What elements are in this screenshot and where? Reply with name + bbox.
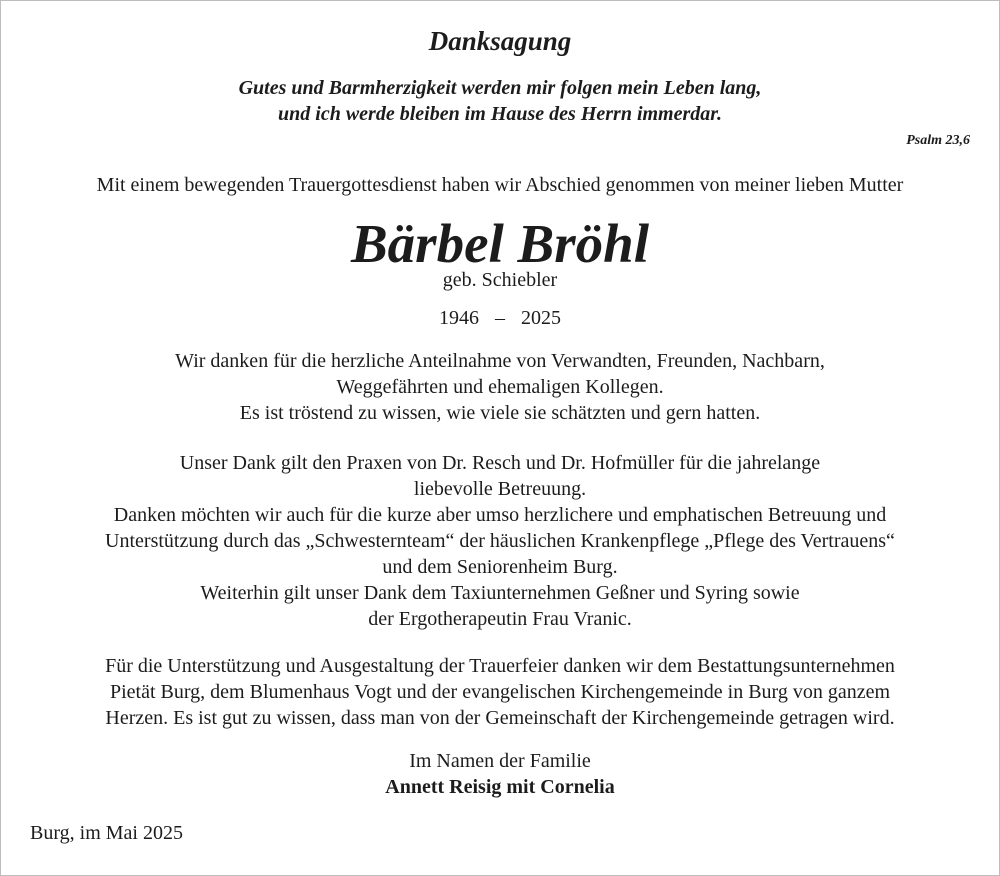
paragraph-line: Es ist tröstend zu wissen, wie viele sie schätzten und gern hatten. [239, 402, 761, 424]
paragraph-line: Weggefährten und ehemaligen Kollegen. [336, 376, 664, 398]
bible-verse [0, 75, 1000, 127]
paragraph-line: der Ergotherapeutin Frau Vranic. [368, 608, 632, 630]
paragraph-line: Weiterhin gilt unser Dank dem Taxiunternehmen Geßner und Syring sowie [200, 582, 800, 604]
place-and-date: Burg, im Mai 2025 [30, 822, 183, 844]
paragraph-line: Herzen. Es ist gut zu wissen, dass man von der Gemeinschaft der Kirchengemeinde getragen wird. [105, 707, 895, 729]
paragraph-line: Für die Unterstützung und Ausgestaltung der Trauerfeier danken wir dem Bestattungsunternehmen [105, 655, 895, 677]
paragraph-line: Unterstützung durch das „Schwesternteam“ der häuslichen Krankenpflege „Pflege des Vertrauens“ [105, 530, 895, 552]
verse-line: Gutes und Barmherzigkeit werden mir folgen mein Leben lang, [238, 77, 762, 99]
paragraph-line: liebevolle Betreuung. [413, 478, 587, 500]
life-dates [0, 306, 1000, 330]
thanks-paragraph-2 [0, 450, 1000, 632]
paragraph-line: Wir danken für die herzliche Anteilnahme von Verwandten, Freunden, Nachbarn, [175, 350, 825, 372]
paragraph-line: Unser Dank gilt den Praxen von Dr. Resch und Dr. Hofmüller für die jahrelange [179, 452, 821, 474]
maiden-name: geb. Schiebler [442, 269, 558, 291]
date-separator: – [495, 307, 505, 329]
verse-line: und ich werde bleiben im Hause des Herrn immerdar. [278, 103, 722, 125]
family-label: Im Namen der Familie [409, 750, 591, 772]
death-year: 2025 [521, 307, 561, 329]
verse-source: Psalm 23,6 [906, 133, 970, 148]
deceased-name: Bärbel Bröhl [351, 213, 649, 274]
paragraph-line: Pietät Burg, dem Blumenhaus Vogt und der evangelischen Kirchengemeinde in Burg von ganzem [109, 681, 891, 703]
paragraph-line: und dem Seniorenheim Burg. [382, 556, 618, 578]
heading: Danksagung [428, 26, 572, 56]
birth-year: 1946 [439, 307, 479, 329]
thanks-paragraph-3 [0, 653, 1000, 731]
paragraph-line: Danken möchten wir auch für die kurze aber umso herzlichere und emphatischen Betreuung und [113, 504, 887, 526]
family-names: Annett Reisig mit Cornelia [385, 776, 615, 798]
thanks-paragraph-1 [0, 348, 1000, 426]
intro-text: Mit einem bewegenden Trauergottesdienst haben wir Abschied genommen von meiner lieben Mutter [96, 174, 904, 196]
